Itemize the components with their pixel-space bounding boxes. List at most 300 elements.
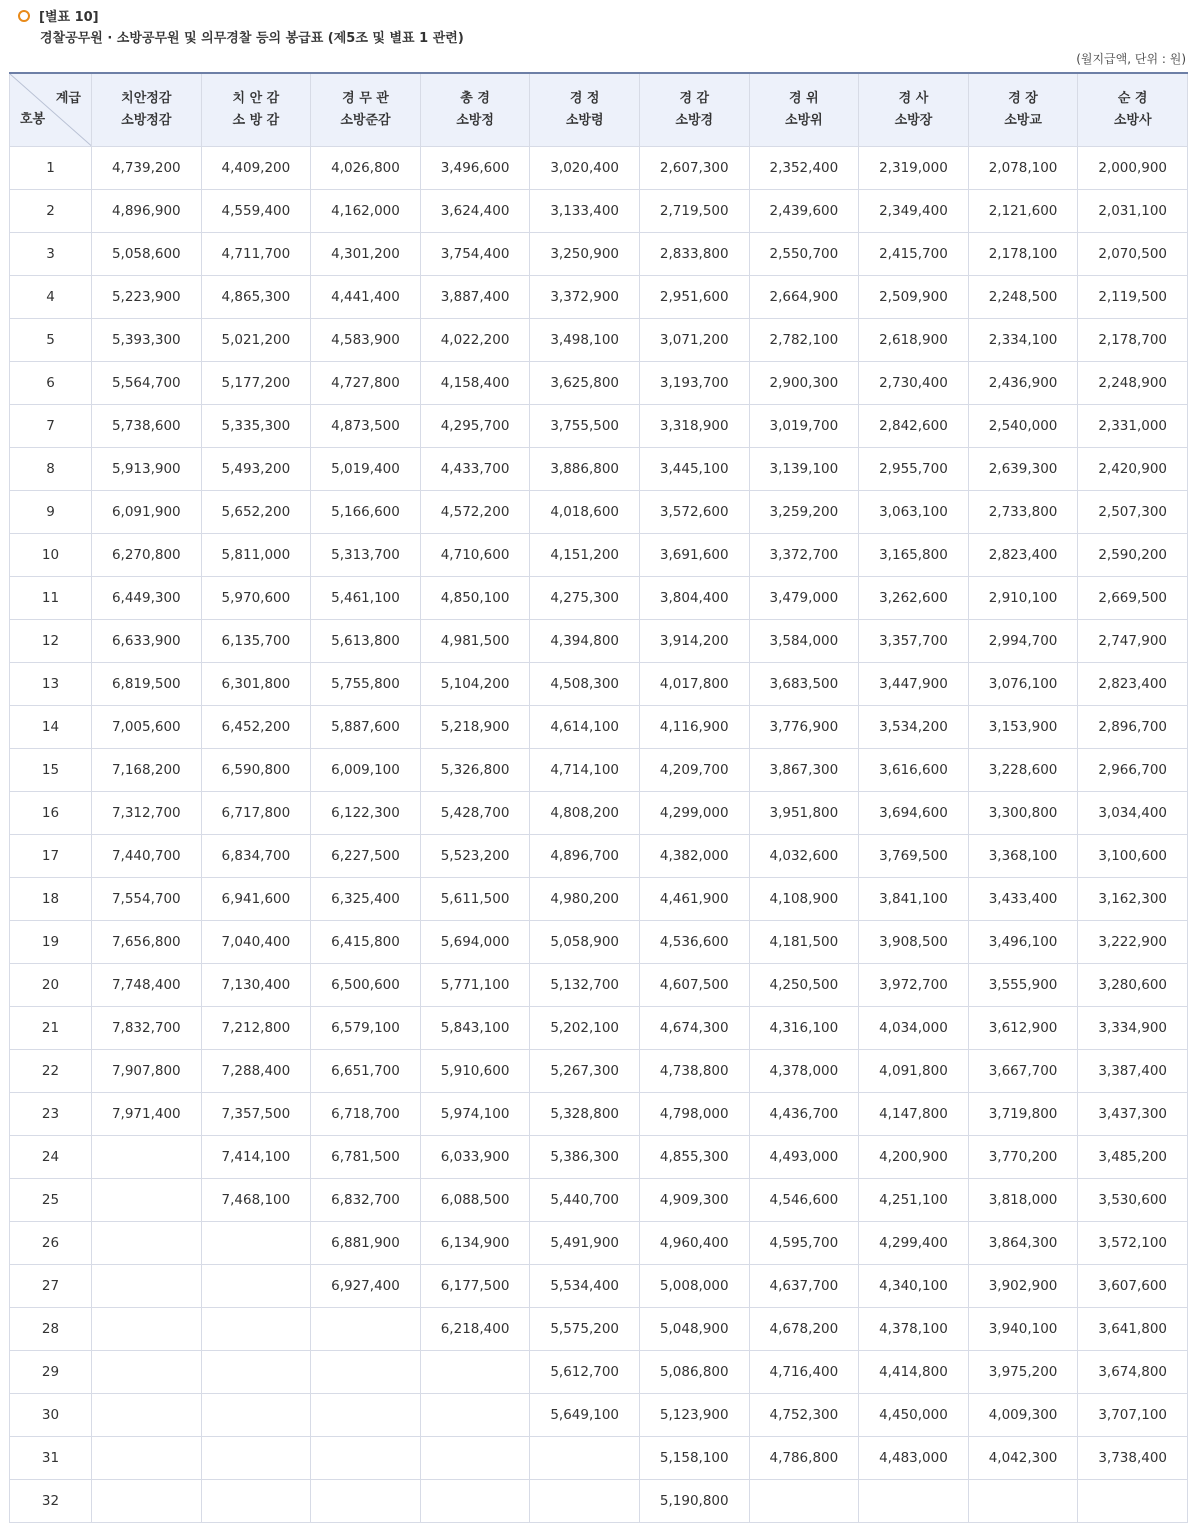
salary-cell: [968, 1479, 1078, 1522]
salary-cell: 3,133,400: [530, 189, 640, 232]
salary-cell: 2,733,800: [968, 490, 1078, 533]
salary-cell: 4,394,800: [530, 619, 640, 662]
salary-cell: 3,902,900: [968, 1264, 1078, 1307]
salary-cell: 5,008,000: [639, 1264, 749, 1307]
salary-cell: 3,818,000: [968, 1178, 1078, 1221]
salary-cell: 2,119,500: [1078, 275, 1188, 318]
salary-cell: 3,754,400: [420, 232, 530, 275]
salary-cell: 4,009,300: [968, 1393, 1078, 1436]
salary-cell: [749, 1479, 859, 1522]
salary-cell: 7,212,800: [201, 1006, 311, 1049]
table-row: [10, 834, 1188, 877]
salary-cell: 7,130,400: [201, 963, 311, 1006]
column-header: [420, 73, 530, 146]
table-row: [10, 447, 1188, 490]
table-row: [10, 361, 1188, 404]
salary-cell: 4,450,000: [859, 1393, 969, 1436]
salary-cell: 3,694,600: [859, 791, 969, 834]
salary-cell: 4,559,400: [201, 189, 311, 232]
salary-cell: 2,507,300: [1078, 490, 1188, 533]
salary-cell: 7,748,400: [92, 963, 202, 1006]
salary-cell: 3,769,500: [859, 834, 969, 877]
salary-cell: 4,716,400: [749, 1350, 859, 1393]
table-row: [10, 1264, 1188, 1307]
step-number-cell: 5: [10, 318, 92, 361]
salary-cell: [201, 1264, 311, 1307]
salary-cell: 6,415,800: [311, 920, 421, 963]
step-number-cell: 28: [10, 1307, 92, 1350]
step-number-cell: 22: [10, 1049, 92, 1092]
table-row: [10, 275, 1188, 318]
column-header: [859, 73, 969, 146]
salary-cell: 5,613,800: [311, 619, 421, 662]
salary-cell: 4,738,800: [639, 1049, 749, 1092]
salary-cell: 3,318,900: [639, 404, 749, 447]
column-header: [92, 73, 202, 146]
salary-cell: 3,908,500: [859, 920, 969, 963]
table-row: [10, 1350, 1188, 1393]
page-title: 경찰공무원 · 소방공무원 및 의무경찰 등의 봉급표 (제5조 및 별표 1 관련): [40, 31, 464, 46]
salary-cell: 3,372,900: [530, 275, 640, 318]
salary-cell: 3,063,100: [859, 490, 969, 533]
salary-cell: 3,485,200: [1078, 1135, 1188, 1178]
salary-cell: 4,250,500: [749, 963, 859, 1006]
column-header-police-rank: 총 경: [460, 90, 490, 106]
salary-cell: 4,299,000: [639, 791, 749, 834]
step-number-cell: 16: [10, 791, 92, 834]
salary-cell: 3,496,100: [968, 920, 1078, 963]
salary-cell: 5,755,800: [311, 662, 421, 705]
salary-cell: 5,223,900: [92, 275, 202, 318]
salary-cell: 3,076,100: [968, 662, 1078, 705]
salary-cell: 3,300,800: [968, 791, 1078, 834]
column-header-fire-rank: 소방령: [565, 112, 604, 128]
table-row: [10, 619, 1188, 662]
table-row: [10, 1479, 1188, 1522]
salary-cell: 5,086,800: [639, 1350, 749, 1393]
salary-cell: 4,546,600: [749, 1178, 859, 1221]
salary-cell: 3,624,400: [420, 189, 530, 232]
salary-cell: 3,368,100: [968, 834, 1078, 877]
salary-cell: 3,914,200: [639, 619, 749, 662]
salary-cell: 3,707,100: [1078, 1393, 1188, 1436]
salary-cell: 2,550,700: [749, 232, 859, 275]
salary-cell: [92, 1436, 202, 1479]
salary-cell: 4,607,500: [639, 963, 749, 1006]
salary-cell: 5,132,700: [530, 963, 640, 1006]
salary-cell: 3,641,800: [1078, 1307, 1188, 1350]
salary-cell: 5,267,300: [530, 1049, 640, 1092]
salary-cell: 2,121,600: [968, 189, 1078, 232]
salary-cell: 2,000,900: [1078, 146, 1188, 189]
salary-cell: 5,887,600: [311, 705, 421, 748]
step-number-cell: 18: [10, 877, 92, 920]
step-number-cell: 3: [10, 232, 92, 275]
salary-cell: 2,540,000: [968, 404, 1078, 447]
salary-cell: 2,747,900: [1078, 619, 1188, 662]
salary-cell: 2,730,400: [859, 361, 969, 404]
salary-cell: 3,334,900: [1078, 1006, 1188, 1049]
column-header-fire-rank: 소방정: [456, 112, 494, 128]
table-row: [10, 1092, 1188, 1135]
salary-cell: 4,739,200: [92, 146, 202, 189]
salary-cell: 5,534,400: [530, 1264, 640, 1307]
salary-cell: [92, 1264, 202, 1307]
salary-cell: 2,618,900: [859, 318, 969, 361]
salary-cell: 7,005,600: [92, 705, 202, 748]
salary-cell: 3,951,800: [749, 791, 859, 834]
table-row: [10, 1049, 1188, 1092]
salary-cell: 5,335,300: [201, 404, 311, 447]
salary-cell: 6,781,500: [311, 1135, 421, 1178]
salary-cell: 2,782,100: [749, 318, 859, 361]
salary-cell: 5,021,200: [201, 318, 311, 361]
salary-cell: [201, 1479, 311, 1522]
salary-cell: 3,719,800: [968, 1092, 1078, 1135]
column-header: [311, 73, 421, 146]
salary-cell: 3,612,900: [968, 1006, 1078, 1049]
table-row: [10, 576, 1188, 619]
table-body: [10, 146, 1188, 1522]
step-number-cell: 26: [10, 1221, 92, 1264]
salary-cell: 5,913,900: [92, 447, 202, 490]
salary-cell: 3,667,700: [968, 1049, 1078, 1092]
salary-cell: 2,439,600: [749, 189, 859, 232]
salary-cell: 2,833,800: [639, 232, 749, 275]
table-row: [10, 1135, 1188, 1178]
salary-cell: 5,177,200: [201, 361, 311, 404]
step-number-cell: 23: [10, 1092, 92, 1135]
salary-cell: 6,819,500: [92, 662, 202, 705]
salary-cell: 5,575,200: [530, 1307, 640, 1350]
salary-cell: 4,251,100: [859, 1178, 969, 1221]
salary-cell: 2,070,500: [1078, 232, 1188, 275]
salary-cell: 4,116,900: [639, 705, 749, 748]
salary-cell: 6,227,500: [311, 834, 421, 877]
salary-cell: 5,202,100: [530, 1006, 640, 1049]
salary-cell: 5,123,900: [639, 1393, 749, 1436]
salary-cell: 4,299,400: [859, 1221, 969, 1264]
salary-cell: 5,843,100: [420, 1006, 530, 1049]
salary-cell: 3,886,800: [530, 447, 640, 490]
salary-cell: 2,955,700: [859, 447, 969, 490]
salary-cell: 4,042,300: [968, 1436, 1078, 1479]
salary-cell: 4,710,600: [420, 533, 530, 576]
salary-cell: 3,162,300: [1078, 877, 1188, 920]
salary-cell: 3,940,100: [968, 1307, 1078, 1350]
column-header-fire-rank: 소방장: [894, 112, 933, 128]
column-header-police-rank: 순 경: [1117, 90, 1148, 106]
salary-cell: 2,178,100: [968, 232, 1078, 275]
document-header: [0, 0, 1200, 70]
salary-cell: 4,200,900: [859, 1135, 969, 1178]
salary-cell: 2,331,000: [1078, 404, 1188, 447]
table-row: [10, 1006, 1188, 1049]
salary-cell: 7,288,400: [201, 1049, 311, 1092]
salary-cell: 5,738,600: [92, 404, 202, 447]
step-number-cell: 17: [10, 834, 92, 877]
unit-note: (월지급액, 단위 : 원): [1076, 52, 1186, 66]
step-number-cell: 21: [10, 1006, 92, 1049]
salary-cell: 3,153,900: [968, 705, 1078, 748]
salary-cell: 3,683,500: [749, 662, 859, 705]
salary-cell: 6,091,900: [92, 490, 202, 533]
salary-cell: 6,301,800: [201, 662, 311, 705]
salary-cell: [530, 1436, 640, 1479]
salary-cell: 3,572,100: [1078, 1221, 1188, 1264]
salary-cell: 2,951,600: [639, 275, 749, 318]
salary-cell: 2,509,900: [859, 275, 969, 318]
salary-cell: 2,639,300: [968, 447, 1078, 490]
column-header-fire-rank: 소방경: [675, 112, 714, 128]
table-row: [10, 963, 1188, 1006]
salary-cell: 3,447,900: [859, 662, 969, 705]
salary-cell: 3,972,700: [859, 963, 969, 1006]
salary-cell: 3,372,700: [749, 533, 859, 576]
salary-cell: 2,823,400: [1078, 662, 1188, 705]
table-row: [10, 490, 1188, 533]
salary-cell: [420, 1436, 530, 1479]
salary-cell: 4,382,000: [639, 834, 749, 877]
salary-cell: 6,088,500: [420, 1178, 530, 1221]
table-row: [10, 318, 1188, 361]
salary-cell: [92, 1307, 202, 1350]
salary-cell: 7,554,700: [92, 877, 202, 920]
salary-cell: 2,823,400: [968, 533, 1078, 576]
salary-cell: [311, 1393, 421, 1436]
salary-cell: 4,433,700: [420, 447, 530, 490]
salary-cell: 4,873,500: [311, 404, 421, 447]
salary-cell: 2,900,300: [749, 361, 859, 404]
salary-cell: 4,301,200: [311, 232, 421, 275]
salary-cell: 4,572,200: [420, 490, 530, 533]
salary-cell: 4,209,700: [639, 748, 749, 791]
salary-cell: 6,177,500: [420, 1264, 530, 1307]
salary-cell: [530, 1479, 640, 1522]
column-header-police-rank: 경 무 관: [342, 90, 389, 106]
salary-cell: 3,019,700: [749, 404, 859, 447]
salary-cell: 4,340,100: [859, 1264, 969, 1307]
salary-cell: 3,887,400: [420, 275, 530, 318]
salary-cell: 2,248,500: [968, 275, 1078, 318]
salary-cell: 4,808,200: [530, 791, 640, 834]
salary-cell: 5,190,800: [639, 1479, 749, 1522]
salary-cell: [201, 1350, 311, 1393]
salary-cell: 3,387,400: [1078, 1049, 1188, 1092]
table-row: [10, 877, 1188, 920]
step-number-cell: 24: [10, 1135, 92, 1178]
salary-cell: 5,612,700: [530, 1350, 640, 1393]
salary-cell: 2,420,900: [1078, 447, 1188, 490]
salary-cell: [201, 1221, 311, 1264]
step-number-cell: 4: [10, 275, 92, 318]
step-number-cell: 9: [10, 490, 92, 533]
salary-cell: 3,584,000: [749, 619, 859, 662]
salary-cell: 5,058,900: [530, 920, 640, 963]
salary-cell: 3,165,800: [859, 533, 969, 576]
salary-cell: [311, 1479, 421, 1522]
salary-cell: 4,960,400: [639, 1221, 749, 1264]
salary-cell: [92, 1350, 202, 1393]
salary-cell: 3,616,600: [859, 748, 969, 791]
salary-cell: [311, 1350, 421, 1393]
salary-cell: 3,228,600: [968, 748, 1078, 791]
step-number-cell: 25: [10, 1178, 92, 1221]
salary-cell: 4,865,300: [201, 275, 311, 318]
salary-cell: 4,508,300: [530, 662, 640, 705]
salary-cell: 7,312,700: [92, 791, 202, 834]
salary-cell: 3,864,300: [968, 1221, 1078, 1264]
salary-cell: 7,040,400: [201, 920, 311, 963]
salary-cell: [420, 1479, 530, 1522]
salary-cell: 3,071,200: [639, 318, 749, 361]
salary-cell: 2,436,900: [968, 361, 1078, 404]
salary-cell: 6,881,900: [311, 1221, 421, 1264]
step-number-cell: 1: [10, 146, 92, 189]
salary-cell: [420, 1350, 530, 1393]
salary-cell: 5,771,100: [420, 963, 530, 1006]
salary-cell: 3,280,600: [1078, 963, 1188, 1006]
salary-cell: 3,674,800: [1078, 1350, 1188, 1393]
column-header: [201, 73, 311, 146]
salary-cell: 3,259,200: [749, 490, 859, 533]
salary-cell: [92, 1221, 202, 1264]
salary-cell: 5,491,900: [530, 1221, 640, 1264]
column-header-fire-rank: 소 방 감: [232, 112, 280, 128]
salary-cell: 6,941,600: [201, 877, 311, 920]
salary-cell: 5,158,100: [639, 1436, 749, 1479]
salary-cell: 3,100,600: [1078, 834, 1188, 877]
step-number-cell: 8: [10, 447, 92, 490]
salary-cell: 2,966,700: [1078, 748, 1188, 791]
salary-cell: 5,910,600: [420, 1049, 530, 1092]
salary-cell: 4,034,000: [859, 1006, 969, 1049]
salary-cell: 3,776,900: [749, 705, 859, 748]
salary-cell: 4,275,300: [530, 576, 640, 619]
salary-cell: 4,017,800: [639, 662, 749, 705]
salary-cell: 4,614,100: [530, 705, 640, 748]
step-number-cell: 29: [10, 1350, 92, 1393]
salary-cell: 5,218,900: [420, 705, 530, 748]
table-row: [10, 920, 1188, 963]
salary-cell: 4,798,000: [639, 1092, 749, 1135]
salary-cell: 5,328,800: [530, 1092, 640, 1135]
column-header: [1078, 73, 1188, 146]
salary-cell: 2,607,300: [639, 146, 749, 189]
salary-cell: 4,378,100: [859, 1307, 969, 1350]
salary-cell: 5,461,100: [311, 576, 421, 619]
salary-cell: 3,437,300: [1078, 1092, 1188, 1135]
salary-cell: 3,222,900: [1078, 920, 1188, 963]
salary-cell: 5,428,700: [420, 791, 530, 834]
salary-cell: 2,669,500: [1078, 576, 1188, 619]
table-row: [10, 791, 1188, 834]
salary-cell: 3,975,200: [968, 1350, 1078, 1393]
step-number-cell: 19: [10, 920, 92, 963]
salary-cell: 4,295,700: [420, 404, 530, 447]
salary-table: [9, 72, 1188, 1523]
table-row: [10, 404, 1188, 447]
salary-cell: [859, 1479, 969, 1522]
column-header-police-rank: 치안정감: [121, 90, 172, 106]
salary-cell: 3,755,500: [530, 404, 640, 447]
corner-step-label: 호봉: [20, 112, 46, 127]
salary-cell: 6,633,900: [92, 619, 202, 662]
salary-cell: 5,104,200: [420, 662, 530, 705]
table-row: [10, 748, 1188, 791]
salary-cell: 5,493,200: [201, 447, 311, 490]
salary-cell: [1078, 1479, 1188, 1522]
step-number-cell: 15: [10, 748, 92, 791]
salary-cell: 4,583,900: [311, 318, 421, 361]
salary-cell: 6,135,700: [201, 619, 311, 662]
column-header-fire-rank: 소방준감: [340, 112, 391, 128]
salary-cell: 2,896,700: [1078, 705, 1188, 748]
column-header: [639, 73, 749, 146]
salary-cell: 6,452,200: [201, 705, 311, 748]
salary-cell: 4,441,400: [311, 275, 421, 318]
salary-cell: 3,572,600: [639, 490, 749, 533]
salary-cell: [92, 1178, 202, 1221]
salary-cell: 7,971,400: [92, 1092, 202, 1135]
table-row: [10, 1307, 1188, 1350]
salary-cell: 3,479,000: [749, 576, 859, 619]
salary-cell: 5,611,500: [420, 877, 530, 920]
salary-cell: 6,325,400: [311, 877, 421, 920]
salary-cell: [201, 1307, 311, 1350]
column-header-fire-rank: 소방위: [785, 112, 823, 128]
salary-cell: 4,461,900: [639, 877, 749, 920]
table-row: [10, 1178, 1188, 1221]
salary-cell: 6,832,700: [311, 1178, 421, 1221]
salary-cell: 2,842,600: [859, 404, 969, 447]
salary-cell: 5,058,600: [92, 232, 202, 275]
salary-cell: 4,786,800: [749, 1436, 859, 1479]
step-number-cell: 13: [10, 662, 92, 705]
salary-cell: 3,530,600: [1078, 1178, 1188, 1221]
salary-cell: 4,752,300: [749, 1393, 859, 1436]
salary-cell: 6,834,700: [201, 834, 311, 877]
table-row: [10, 1393, 1188, 1436]
salary-cell: 4,493,000: [749, 1135, 859, 1178]
salary-cell: [201, 1393, 311, 1436]
salary-cell: 3,262,600: [859, 576, 969, 619]
salary-cell: 4,981,500: [420, 619, 530, 662]
salary-cell: 6,134,900: [420, 1221, 530, 1264]
salary-cell: 4,896,700: [530, 834, 640, 877]
salary-cell: 5,564,700: [92, 361, 202, 404]
salary-cell: 4,316,100: [749, 1006, 859, 1049]
salary-cell: 4,022,200: [420, 318, 530, 361]
salary-cell: 4,162,000: [311, 189, 421, 232]
salary-cell: 2,349,400: [859, 189, 969, 232]
salary-cell: 5,019,400: [311, 447, 421, 490]
salary-cell: 4,536,600: [639, 920, 749, 963]
salary-cell: 4,026,800: [311, 146, 421, 189]
salary-cell: 3,625,800: [530, 361, 640, 404]
step-number-cell: 30: [10, 1393, 92, 1436]
salary-cell: 6,590,800: [201, 748, 311, 791]
salary-cell: 6,651,700: [311, 1049, 421, 1092]
salary-cell: 4,714,100: [530, 748, 640, 791]
column-header-police-rank: 경 장: [1008, 90, 1038, 106]
salary-cell: 6,500,600: [311, 963, 421, 1006]
table-row: [10, 533, 1188, 576]
salary-cell: 4,436,700: [749, 1092, 859, 1135]
column-header-fire-rank: 소방사: [1113, 112, 1152, 128]
table-row: [10, 1221, 1188, 1264]
salary-cell: 3,357,700: [859, 619, 969, 662]
